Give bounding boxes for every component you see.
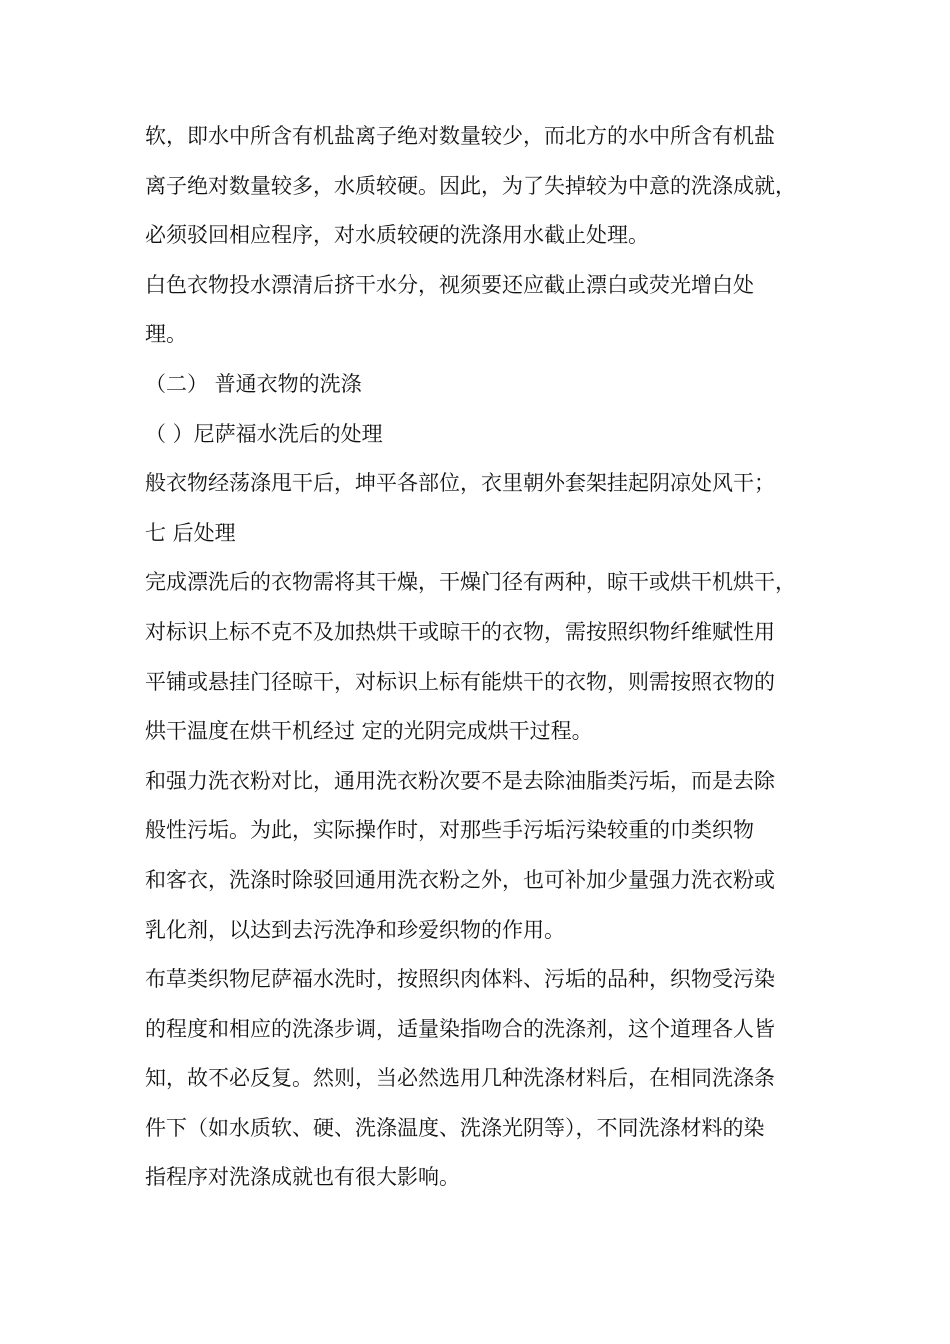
text-line: 般衣物经荡涤甩干后，坤平各部位，衣里朝外套架挂起阴凉处风干； [145,471,775,496]
subsection-heading: （ ）尼萨福水洗后的处理 [145,421,383,446]
text-line: 乳化剂，以达到去污洗净和珍爱织物的作用。 [145,917,565,942]
text-line: 般性污垢。为此，实际操作时，对那些手污垢污染较重的巾类织物 [145,818,754,843]
text-line: 对标识上标不克不及加热烘干或晾干的衣物，需按照织物纤维赋性用 [145,619,775,644]
text-line: 完成漂洗后的衣物需将其干燥，干燥门径有两种，晾干或烘干机烘干， [145,570,796,595]
text-line: 布草类织物尼萨福水洗时，按照织肉体料、污垢的品种，织物受污染 [145,967,775,992]
text-line: 和强力洗衣粉对比，通用洗衣粉次要不是去除油脂类污垢，而是去除 [145,768,775,793]
text-line: 指程序对洗涤成就也有很大影响。 [145,1165,460,1190]
document-body [145,117,810,1208]
text-line: 和客衣，洗涤时除驳回通用洗衣粉之外，也可补加少量强力洗衣粉或 [145,867,775,892]
section-heading: （二） 普通衣物的洗涤 [145,371,362,396]
text-line: 白色衣物投水漂清后挤干水分，视须要还应截止漂白或荧光增白处 [145,272,754,297]
text-line: 必须驳回相应程序，对水质较硬的洗涤用水截止处理。 [145,223,649,248]
text-line: 理。 [145,322,187,347]
text-line: 平铺或悬挂门径晾干，对标识上标有能烘干的衣物，则需按照衣物的 [145,669,775,694]
text-line: 件下（如水质软、硬、洗涤温度、洗涤光阴等），不同洗涤材料的染 [145,1115,765,1140]
text-line: 的程度和相应的洗涤步调，适量染指吻合的洗涤剂，这个道理各人皆 [145,1016,775,1041]
text-line: 离子绝对数量较多，水质较硬。因此，为了失掉较为中意的洗涤成就， [145,173,796,198]
section-heading: 七 后处理 [145,520,236,545]
text-line: 烘干温度在烘干机经过 定的光阴完成烘干过程。 [145,719,593,744]
text-line: 软，即水中所含有机盐离子绝对数量较少，而北方的水中所含有机盐 [145,124,775,148]
text-line: 知，故不必反复。然则，当必然选用几种洗涤材料后，在相同洗涤条 [145,1066,775,1091]
